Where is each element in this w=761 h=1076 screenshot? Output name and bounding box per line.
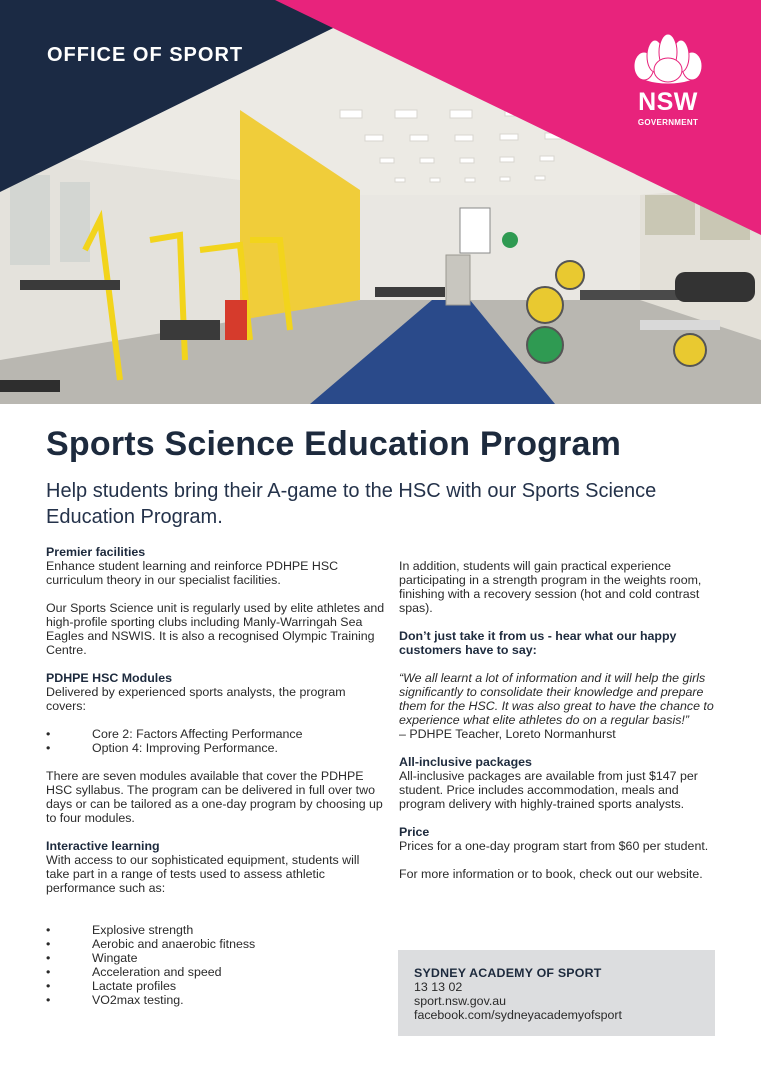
bullet-glyph: • xyxy=(46,727,51,741)
list-item-text: Lactate profiles xyxy=(92,979,177,993)
price-heading: Price xyxy=(399,825,430,839)
testimonial-quote: “We all learnt a lot of information and it will help the girls significantly to consolidate their knowledge and prepare them for the HSC. It was also great to have the chance to experience what elite athletes do on a regular basis!” xyxy=(399,671,714,727)
list-item xyxy=(46,727,386,741)
government-logo-text: GOVERNMENT xyxy=(637,118,699,127)
bullet-glyph: • xyxy=(46,937,51,951)
list-item-text: VO2max testing. xyxy=(92,993,184,1007)
nsw-government-logo xyxy=(622,34,714,134)
bullet-glyph: • xyxy=(46,741,51,755)
right-column xyxy=(399,559,719,895)
list-item xyxy=(46,965,386,979)
bullet-glyph: • xyxy=(46,951,51,965)
list-item xyxy=(46,923,386,937)
list-item-text: Aerobic and anaerobic fitness xyxy=(92,937,256,951)
packages-paragraph: All-inclusive packages are available from just $147 per student. Price includes accommodation, meals and program delivery with highly-trained sports analysts. xyxy=(399,769,698,811)
list-item-text: Acceleration and speed xyxy=(92,965,222,979)
testimonial-author: – PDHPE Teacher, Loreto Normanhurst xyxy=(399,727,616,741)
interactive-heading: Interactive learning xyxy=(46,839,160,853)
bullet-glyph: • xyxy=(46,979,51,993)
facilities-heading: Premier facilities xyxy=(46,545,146,559)
list-item-text: Wingate xyxy=(92,951,138,965)
testimonial-heading: Don’t just take it from us - hear what our happy customers have to say: xyxy=(399,629,677,657)
page-title: Sports Science Education Program xyxy=(46,425,622,463)
nsw-logo-text: NSW xyxy=(638,88,698,116)
interactive-paragraph: With access to our sophisticated equipment, students will take part in a range of tests used to assess athletic performance such as: xyxy=(46,853,360,895)
list-item-text: Option 4: Improving Performance. xyxy=(92,741,278,755)
modules-paragraph-2: There are seven modules available that cover the PDHPE HSC syllabus. The program can be delivered in full over two days or can be tailored as a one-day program by choosing up to four modules. xyxy=(46,769,383,825)
bullet-glyph: • xyxy=(46,993,51,1007)
hero-banner xyxy=(0,0,761,404)
more-info-paragraph: For more information or to book, check out our website. xyxy=(399,867,703,881)
list-item xyxy=(46,741,386,755)
packages-heading: All-inclusive packages xyxy=(399,755,532,769)
list-item xyxy=(46,951,386,965)
list-item-text: Core 2: Factors Affecting Performance xyxy=(92,727,303,741)
testimonial xyxy=(399,671,719,741)
tests-list xyxy=(46,923,386,1007)
list-item xyxy=(46,993,386,1007)
waratah-icon xyxy=(622,34,714,92)
list-item xyxy=(46,937,386,951)
modules-list xyxy=(46,727,386,755)
modules-heading: PDHPE HSC Modules xyxy=(46,671,172,685)
contact-website-link[interactable]: sport.nsw.gov.au xyxy=(414,994,507,1008)
facilities-paragraph-1: Enhance student learning and reinforce PDHPE HSC curriculum theory in our specialist facilities. xyxy=(46,559,339,587)
list-item xyxy=(46,979,386,993)
facilities-paragraph-2: Our Sports Science unit is regularly used by elite athletes and high-profile sporting clubs including Manly-Warringah Sea Eagles and NSWIS. It is also a recognised Olympic Training Centre. xyxy=(46,601,385,657)
bullet-glyph: • xyxy=(46,965,51,979)
contact-phone[interactable]: 13 13 02 xyxy=(414,980,463,994)
contact-facebook-link[interactable]: facebook.com/sydneyacademyofsport xyxy=(414,1008,622,1022)
modules-paragraph-1: Delivered by experienced sports analysts, the program covers: xyxy=(46,685,346,713)
bullet-glyph: • xyxy=(46,923,51,937)
addition-paragraph: In addition, students will gain practical experience participating in a strength program in the weights room, finishing with a recovery session (hot and cold contrast spas). xyxy=(399,559,702,615)
price-paragraph: Prices for a one-day program start from $60 per student. xyxy=(399,839,709,853)
list-item-text: Explosive strength xyxy=(92,923,194,937)
contact-box xyxy=(398,950,715,1036)
page-subtitle: Help students bring their A-game to the HSC with our Sports Science Education Program. xyxy=(46,480,657,528)
left-column xyxy=(46,545,386,1021)
office-of-sport-brand: OFFICE OF SPORT xyxy=(47,44,244,66)
contact-organisation: SYDNEY ACADEMY OF SPORT xyxy=(414,966,602,980)
